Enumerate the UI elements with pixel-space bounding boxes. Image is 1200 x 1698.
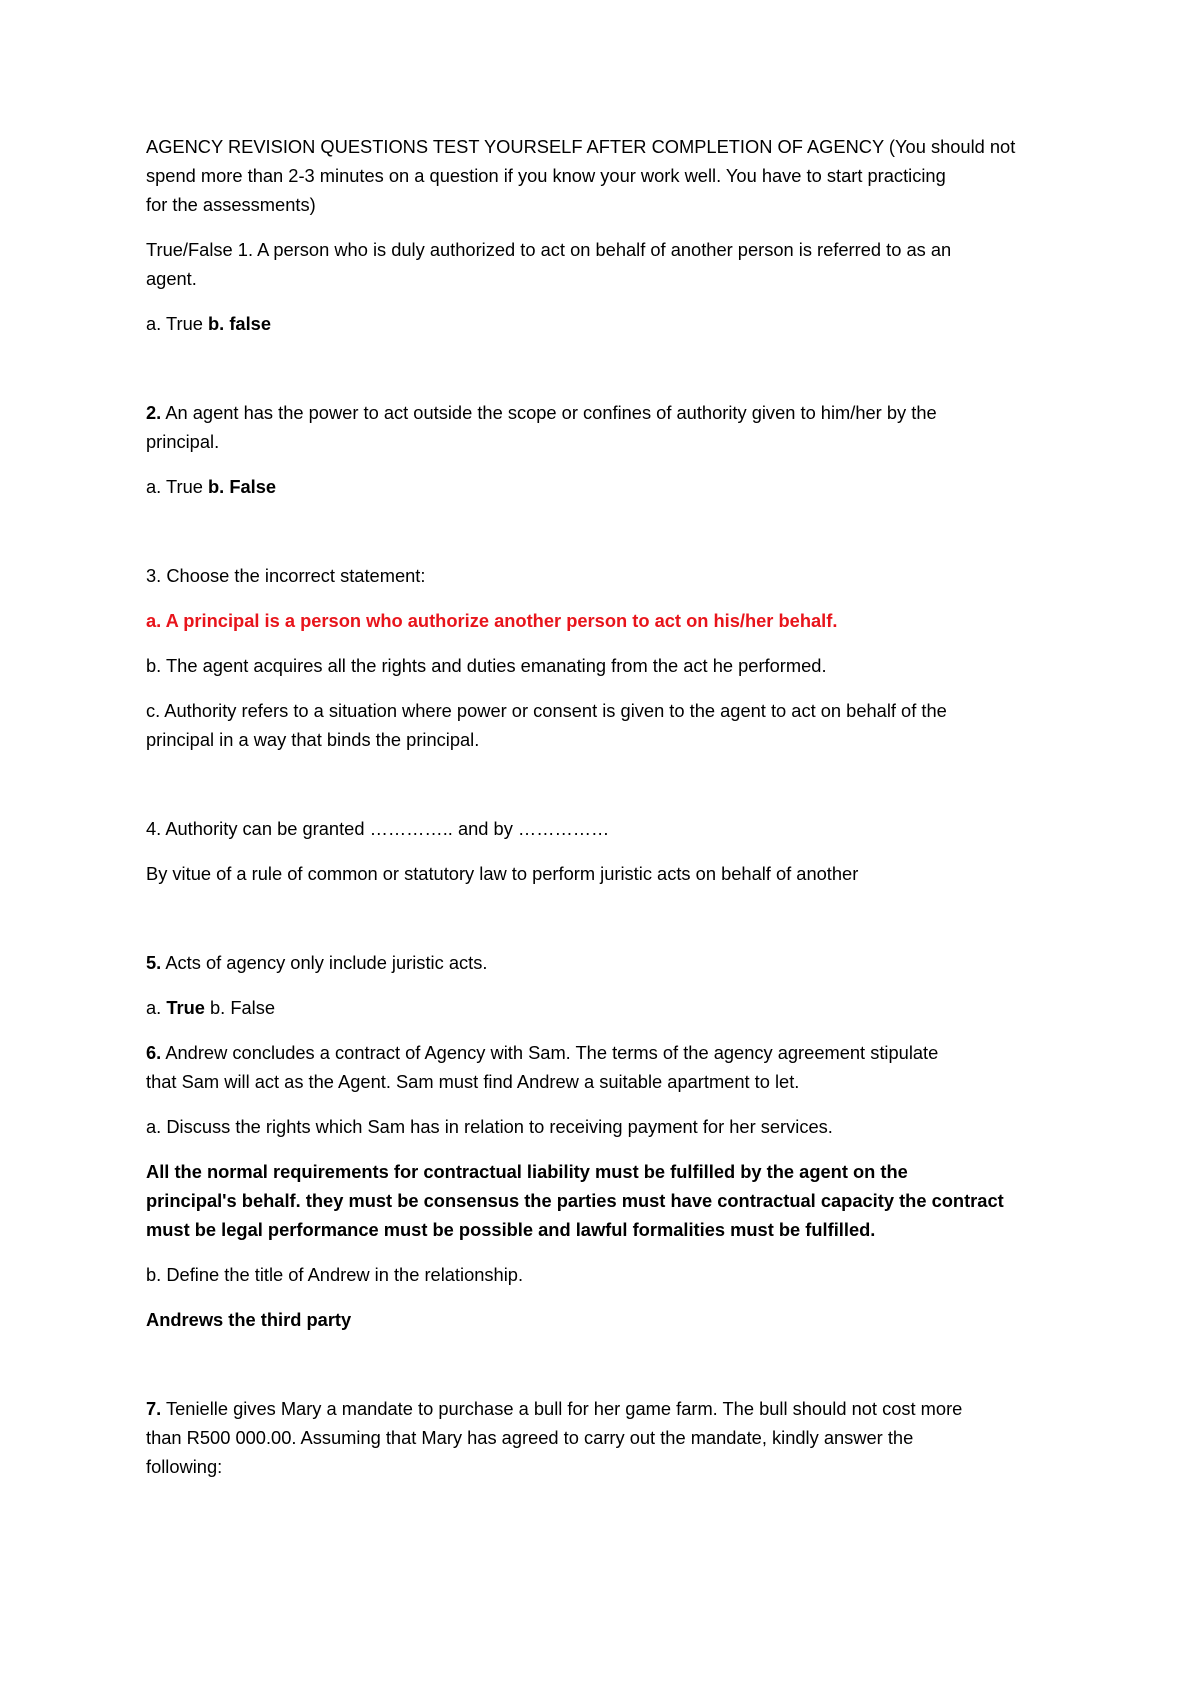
header-line-3: for the assessments): [146, 194, 316, 215]
q5-options: [146, 993, 275, 1022]
q4-answer: By vitue of a rule of common or statutory law to perform juristic acts on behalf of another: [146, 863, 859, 884]
q3-option-b: b. The agent acquires all the rights and duties emanating from the act he performed.: [146, 655, 827, 676]
q7-text: Tenielle gives Mary a mandate to purchase a bull for her game farm. The bull should not cost more: [161, 1398, 963, 1419]
q6-answer-b: Andrews the third party: [146, 1309, 352, 1330]
q5-number: 5.: [146, 952, 162, 973]
header-line-2: spend more than 2-3 minutes on a question if you know your work well. You have to start practicing: [146, 165, 946, 186]
q7-line-1: [146, 1394, 962, 1423]
q4-stem: 4. Authority can be granted ………….. and by ……………: [146, 818, 610, 839]
q6-number: 6.: [146, 1042, 162, 1063]
q2-line-2: principal.: [146, 431, 220, 452]
q6-part-a: a. Discuss the rights which Sam has in relation to receiving payment for her services.: [146, 1116, 833, 1137]
q3-option-c-line-1: c. Authority refers to a situation where power or consent is given to the agent to act on behalf of the: [146, 700, 947, 721]
q2-text: An agent has the power to act outside the scope or confines of authority given to him/her by the: [161, 402, 937, 423]
q6-text: Andrew concludes a contract of Agency with Sam. The terms of the agency agreement stipulate: [161, 1042, 939, 1063]
q1-options: [146, 309, 271, 338]
q3-option-c-line-2: principal in a way that binds the principal.: [146, 729, 480, 750]
q6-answer-a-line-1: All the normal requirements for contractual liability must be fulfilled by the agent on the: [146, 1161, 908, 1182]
q5-option-a-prefix: a.: [146, 997, 167, 1018]
q2-line-1: [146, 398, 937, 427]
q5-option-a: True: [166, 997, 205, 1018]
q6-answer-a-line-2: principal's behalf. they must be consensus the parties must have contractual capacity the contract: [146, 1190, 1004, 1211]
q1-option-a: a. True: [146, 313, 208, 334]
header-line-1: AGENCY REVISION QUESTIONS TEST YOURSELF AFTER COMPLETION OF AGENCY (You should not: [146, 136, 1016, 157]
q2-option-a: a. True: [146, 476, 208, 497]
q5-stem: [146, 948, 487, 977]
q2-options: [146, 472, 276, 501]
q5-text: Acts of agency only include juristic acts.: [161, 952, 488, 973]
q5-option-b: b. False: [204, 997, 276, 1018]
q2-option-b: b. False: [208, 476, 277, 497]
q7-number: 7.: [146, 1398, 162, 1419]
q1-line-2: agent.: [146, 268, 197, 289]
q1-option-b: b. false: [208, 313, 271, 334]
q3-stem: 3. Choose the incorrect statement:: [146, 565, 426, 586]
q7-line-3: following:: [146, 1456, 223, 1477]
q3-option-a: a. A principal is a person who authorize another person to act on his/her behalf.: [146, 610, 838, 631]
q1-line-1: True/False 1. A person who is duly authorized to act on behalf of another person is referred to as an: [146, 239, 952, 260]
q2-number: 2.: [146, 402, 162, 423]
q7-line-2: than R500 000.00. Assuming that Mary has agreed to carry out the mandate, kindly answer the: [146, 1427, 914, 1448]
q6-part-b: b. Define the title of Andrew in the relationship.: [146, 1264, 524, 1285]
q6-answer-a-line-3: must be legal performance must be possible and lawful formalities must be fulfilled.: [146, 1219, 876, 1240]
q6-line-1: [146, 1038, 938, 1067]
q6-line-2: that Sam will act as the Agent. Sam must find Andrew a suitable apartment to let.: [146, 1071, 800, 1092]
